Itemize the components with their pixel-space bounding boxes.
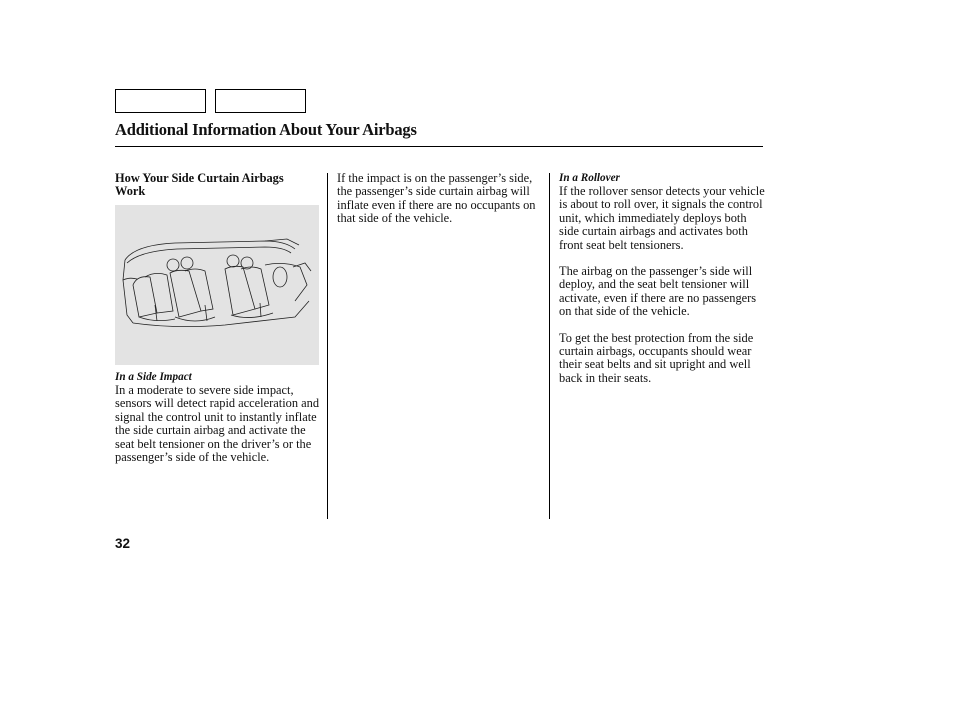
page-title: Additional Information About Your Airbags: [115, 120, 417, 139]
column-divider-1: [327, 173, 328, 519]
section-heading: How Your Side Curtain Airbags Work: [115, 171, 284, 199]
rollover-text-3: To get the best protection from the side curtain airbags, occupants should wear their seat belts and sit upright and well back in their seats.: [559, 330, 754, 385]
side-impact-heading: In a Side Impact: [115, 371, 192, 383]
nav-button-1[interactable]: [115, 89, 206, 113]
column-3: [559, 172, 765, 385]
side-impact-section: [115, 371, 320, 464]
title-divider: [115, 146, 763, 147]
rollover-text-2: The airbag on the passenger’s side will deploy, and the seat belt tensioner will activate, even if there are no passengers on that side of the vehicle.: [559, 264, 757, 319]
page-number: 32: [115, 536, 131, 551]
column-divider-2: [549, 173, 550, 519]
column-2: [337, 172, 543, 226]
airbag-illustration: [115, 205, 319, 365]
side-impact-text: In a moderate to severe side impact, sensors will detect rapid acceleration and signal the control unit to instantly inflate the side curtain airbag and activate the seat belt tensioner on the driver’s or the passenger’s side of the vehicle.: [115, 383, 320, 465]
vehicle-interior-side-curtain-airbag-illustration: [115, 205, 319, 365]
nav-button-2[interactable]: [215, 89, 306, 113]
rollover-text-1: If the rollover sensor detects your vehicle is about to roll over, it signals the control unit, which immediately deploys both side curtain airbags and activates both front seat belt tensioners.: [559, 184, 765, 252]
passenger-side-text: If the impact is on the passenger’s side, the passenger’s side curtain airbag will inflate even if there are no occupants on that side of the vehicle.: [337, 171, 536, 226]
rollover-heading: In a Rollover: [559, 172, 620, 184]
column-1: [115, 172, 315, 199]
